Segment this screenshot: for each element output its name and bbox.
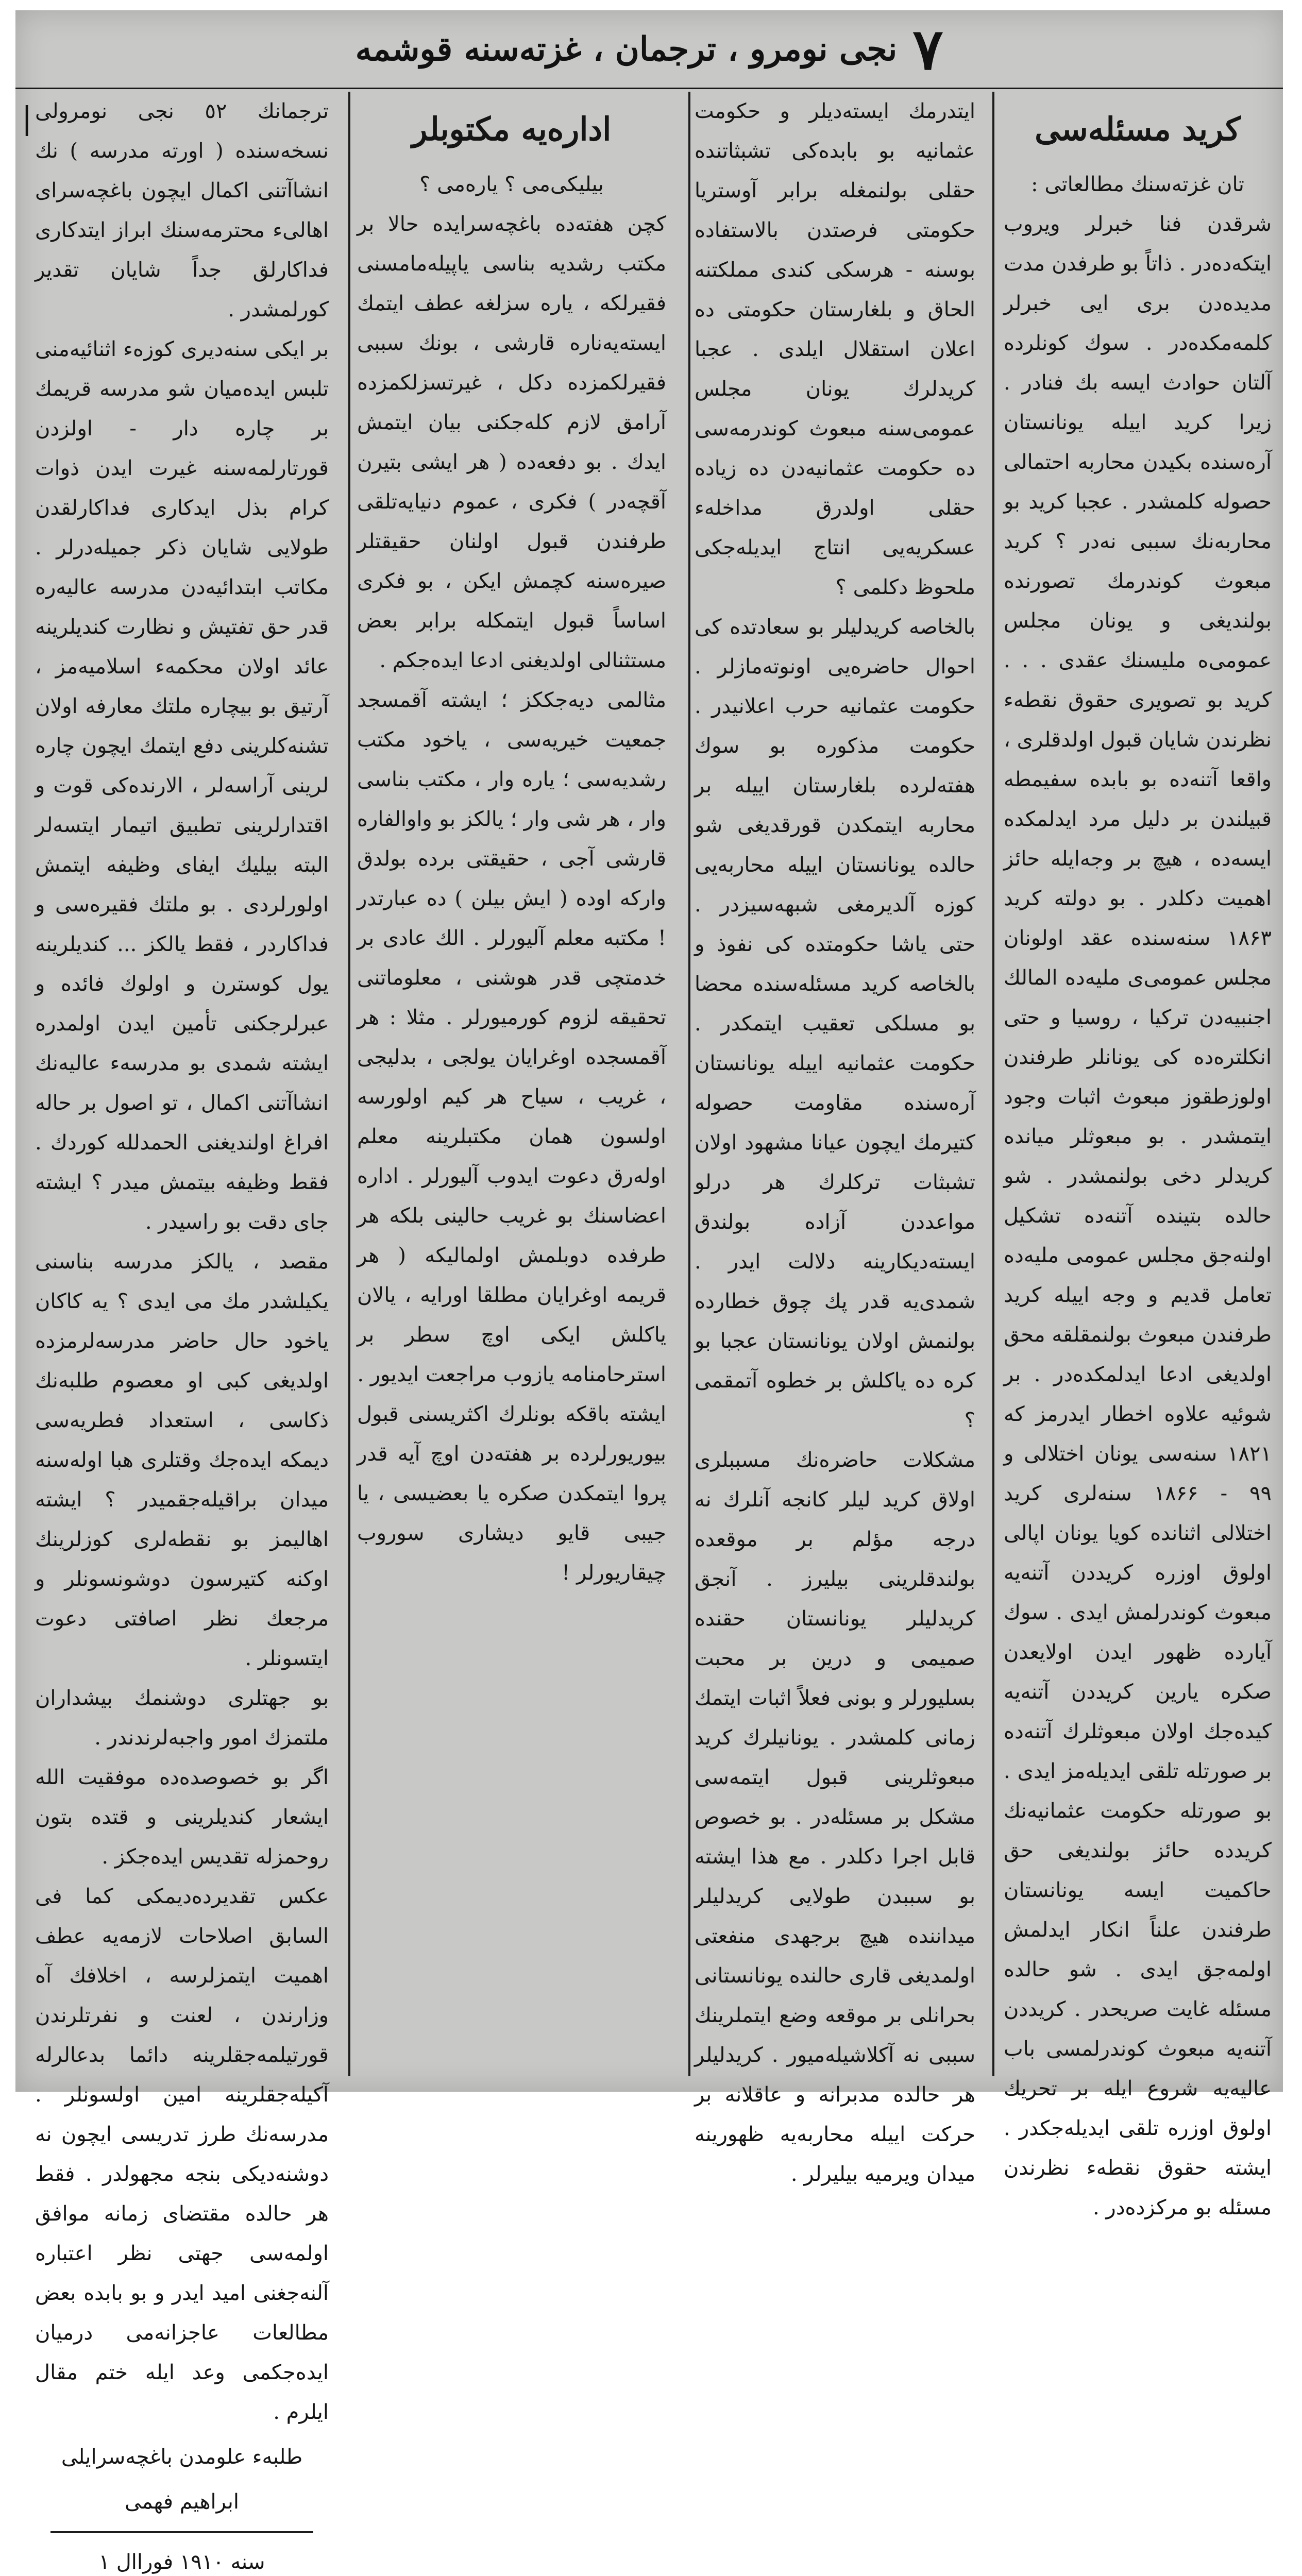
letter-body: کچن هفته‌ده باغچه‌سرایده حالا بر مکتب رشدیه بناسی یاپیله‌مامسنی فقیرلکه ، یاره سزلغه عطف ایتمك ایسته‌یه‌نارە قارشی ، بونك سببی فقیرلکمزده دکل ، غیرتسزلکمزده آرامق لازم کله‌جکنی بیان ایتمش ایدك . بو دفعه‌ده ( هر ایشی بتیرن آقچه‌در ) فکری ، عموم دنیا‌یه‌تلقی طرفندن قبول اولنان حقیقتلر صیره‌سنه کچمش ایکن ، بو فکری اساساً قبول ایتمکله برابر بعض مستثنالی اولدیغنی ادعا ایده‌جکم .: [357, 212, 666, 672]
letter-heading: بیلیکی‌می ؟ یارەمی ؟: [419, 173, 604, 196]
letter-body: ایشته باقکه بونلرك اکثریسنی قبول بیوریورلرده بر هفته‌دن اوچ آیه قدر پروا ایتمکدن صکره یا بعضیسی ، یا جیبی قایو دیشاری سوروب چیقاریورلر !: [357, 1402, 666, 1585]
article-subtitle: تان غزته‌سنك مطالعاتی :: [1031, 173, 1244, 196]
article-body: ترجمانك ٥٢ نجی نومرولی نسخه‌سنده ( اورته مدرسه ) نك انشاآتنی اکمال ایچون باغچه‌سرای اهالیء محترمه‌سنك ابراز ایتدکاری فداکارلق جداً شایان تقدیر کورلمشدر .: [35, 99, 329, 321]
section-title: اداره‌یه مکتوبلر: [412, 110, 612, 148]
article-body: مقصد ، یالکز مدرسه بناسنی یکیلشدر مك می ایدی ؟ یه کاکان یاخود حال حاضر مدرسه‌لرمزده اولدیغی کبی او معصوم طلبه‌نك ذکاسی ، استعداد فطریه‌سی دیمکه ایده‌جك وقتلری هبا اوله‌سنه میدان براقیلەجقمیدر ؟ ایشته اهالیمز بو نقطه‌لری کوزلرینك اوکنه کتیرسون دوشونسونلر و مرجعك نظر اصافتی دعوت ایتسونلر .: [35, 1250, 329, 1670]
column-continuation: [683, 92, 987, 2186]
article-body: مشکلات حاضره‌نك مسببلری اولاق کرید لیلر کانجه آنلرك نه درجه مؤلم بر موقعده بولندقلرینی بیلیرز . آنجق کریدلیلر یونانستان حقنده صمیمی و درین بر محبت بسلیورلر و بونی فعلاً اثبات ایتمك زمانی کلمشدر . یونانیلرك کرید مبعوثلرینی قبول ایتمه‌سی مشکل بر مسئله‌در . بو خصوص قابل اجرا دکلدر . مع هذا ایشته بو سببدن طولایی کریدلیلر میداننده هیچ برجهدی منفعتی اولمدیغی قاری حالنده یونانستانی بحرانلی بر موقعه وضع ایتملرینك سببی نه آکلاشیله‌میور . کریدلیلر هر حالده مدبرانه و عاقلانه بر حرکت اییله محاربه‌یه ظهورینه میدان ویرمیه بیلیرلر .: [695, 1448, 975, 2186]
letter-date: سنه ۱۹۱۰ فوراال ۱: [98, 2550, 265, 2574]
article-title: کرید مسئله‌سی: [1035, 110, 1241, 148]
issue-number: ٧: [912, 15, 943, 82]
column-letters: [346, 92, 678, 2076]
masthead-title: نجی نومرو ، ترجمان ، غزته‌سنه قوشمه: [355, 29, 898, 69]
newspaper-page: [15, 10, 1283, 2574]
column-crete-question: [992, 92, 1283, 2219]
article-body: بر ایکی سنه‌دیری کوزه‌ء اثنائیه‌منی تلبس ایده‌میان شو مدرسه قریمك بر چاره دار - اولزدن قورتارلمه‌سنه غیرت ایدن ذوات کرام بذل ایدکاری فداکارلقدن طولایی شایان ذکر جمیله‌درلر . مکاتب ابتدائیه‌دن مدرسه عالیه‌ره قدر حق تفتیش و نظارت کندیلرینه عائد اولان محکمه‌ء اسلامیه‌مز ، آرتیق بو بیچاره ملتك معارفه اولان تشنه‌کلرینی دفع ایتمك ایچون چاره لرینی آراسه‌لر ، الارنده‌کی قوت و اقتدارلرینی تطبیق اتیمار ایتسه‌لر البته بیلیك ایفای وظیفه ایتمش اولورلردی . بو ملتك فقیره‌سی و فداکاردر ، فقط یالکز ... کندیلرینه یول کوسترن و اولوك فائده و عبرلرجکنی تأمین ایدن اولمدره ایشته شمدی بو مدرسه‌ء عالیه‌نك انشاآتنی اکمال ، تو اصول بر حاله افراغ اولندیغنی الحمدلله کوردك . فقط وظیفه بیتمش میدر ؟ ایشته جای دقت بو را‌سیدر .: [35, 337, 329, 1234]
signature-name: ابراهیم فهمی: [125, 2490, 239, 2514]
signature-role: طلبه‌ء علومدن باغچه‌سرایلی: [61, 2445, 303, 2469]
article-body: عکس تقدیرده‌دیمکی کما فی السابق اصلاحات لازمه‌یه عطف اهمیت ایتمزلرسه ، اخلافك آه وزارندن ، لعنت و نفرتلرندن قورتیلمه‌جقلرینه دائما بدعالرله آکیله‌جقلرینه امین اولسونلر . مدرسه‌نك طرز تدریسی ایچون نه دوشنه‌دیکی بنجه مجهولدر . فقط هر حالده مقتضای زمانه موافق اولمه‌سی جهتی نظر اعتباره آلنه‌جغنی امید ایدر و بو بابده بعض مطالعات عاجزانه‌می درمیان ایده‌جکمی وعد ایله ختم مقال ایلرم .: [35, 1885, 329, 2424]
article-body: بو جهتلری دوشنمك بیشداران ملتمزك امور واجبه‌لرندندر .: [35, 1686, 329, 1750]
article-body: ایتدرمك ایسته‌دیلر و حکومت عثمانیه بو بابده‌کی تشبثاتنده حقلی بولنمغله برابر آوستریا حکومتی فرصتدن بالاستفاده بوسنه - هرسکی کندی مملکتنه الحاق و بلغارستان حکومتی ده اعلان استقلال ایلدی . عجبا کریدلرك یونان مجلس عمومی‌سنه مبعوث کوندرمه‌سی ده حکومت عثمانیه‌دن ده زیاده حقلی اولدرق مداخله‌ء عسکریه‌یی انتاج ایدیله‌جکی ملحوظ دکلمی ؟: [695, 99, 975, 599]
masthead: [15, 10, 1283, 89]
article-body: بالخاصه کریدلیلر بو سعادتده کی احوال حاضره‌یی اونوته‌مازلر . حکومت عثمانیه حرب اعلانیدر . حکومت مذکوره بو سوك هفته‌لرده بلغارستان اییله بر محاربه ایتمکدن قورقدیغی شو حالده یونانستان اییله محاربه‌یی کوزه آلدیرمغی شبهه‌سیزدر . حتی یاشا حکومتده کی نفوذ و بالخاصه کرید مسئله‌سنده محضا بو مسلکی تعقیب ایتمکدر . حکومت عثمانیه اییله یونانستان آرەسنده مقاومت حصوله کتیرمك ایچون عیانا مشهود اولان تشبثات ترکلرك هر درلو مواعددن آزاده بولندق ایسته‌دیکارینه دلالت ایدر . شمدی‌یه قدر پك چوق خطارده بولنمش اولان یونانستان عجبا بو کره ده یاکلش بر خطوه آتمقمی ؟: [695, 615, 975, 1432]
article-body: شرقدن فنا خبرلر ویروب ایتکه‌ده‌در . ذاتاً بو طرفدن مدت مدیده‌دن بری ایی خبرلر کلمه‌مکده‌در . سوك کونلرده آلتان حوادث ایسه بك فنادر . زیرا کرید اییله یونانستان آرەسنده بکیدن محاربه احتمالی حصوله کلمشدر . عجبا کرید بو محاربه‌نك سببی نه‌در ؟ کرید مبعوث کوندرمك تصورنده بولندیغی و یونان مجلس عمومی‌ه ملیسنك عقدی . . . کرید بو تصویری حقوق نقطه‌ء نظرندن شایان قبول اولدقلری ، واقعا آتنه‌ده بو بابده سفیمطه قبیلندن بر دلیل مرد ایدلمکده ایسه‌ده ، هیچ بر وجه‌ایله حائز اهمیت دکلدر . بو دولته کرید ۱۸۶۳ سنه‌سنده عقد اولونان مجلس عمومی‌ی ملیه‌ده المالك اجنبیه‌دن ترکیا ، روسیا و حتی انکلتره‌ده کی یونانلر طرفندن اولوزطقوز مبعوث اثبات وجود ایتمشدر . بو مبعوثلر میانده کریدلر دخی بولنمشدر . شو حالده بتینده آتنه‌ده تشکیل اولنه‌جق مجلس عمومی ملیه‌ده تعامل قدیم و وجه اییله کرید طرفندن مبعوث بولنمقلقه محق اولدیغی ادعا ایدلمکده‌در . بر شوئیه علاوه اخطار ایدرمز که ۱۸۲۱ سنه‌سی یونان اختلالی و ۹۹ - ۱۸۶۶ سنه‌لری کرید اختلالی اثنانده کویا یونان اپالی اولوق اوزره کریددن آتنه‌یه مبعوث کوندرلمش ایدی . سوك آیارده ظهور ایدن اولایعدن صکره یارین کریددن آتنه‌یه کیده‌جك اولان مبعوثلرك آتنه‌ده بر صورتله تلقی ایدیله‌مز ایدی . بو صورتله حکومت عثمانیه‌نك کرید‌ده حائز بولندیغی حق حاکمیت ایسه یونانستان طرفندن علناً انکار ایدلمش اولمه‌جق ایدی . شو حالده مسئله غایت صریحدر . کریددن آتنه‌یه مبعوث کوندرلمسی باب عالیه‌یه شروع ایله بر تحریك اولوق اوزره تلقی ایدیله‌جکدر . ایشته حقوق نقطه‌ء نظرندن مسئله بو مرکزده‌در .: [1004, 212, 1272, 2219]
margin-mark: |: [22, 100, 32, 137]
divider: [50, 2531, 313, 2533]
column-school: [24, 92, 340, 2574]
article-body: اگر بو خصوصده‌ده موفقیت الله ایشعار کندیلرینی و قتده بتون روحمزله تقدیس ایده‌جکز .: [35, 1766, 329, 1869]
letter-body: مثالمی دیه‌جککز ؛ ایشته آقمسجد جمعیت خیریه‌سی ، یاخود مکتب رشدیه‌سی ؛ یاره وار ، مکتب بناسی وار ، هر شی وار ؛ یالکز بو واوالفاره قارشی آجی ، حقیقتی برده بولدق وار‌که اوده ( ایش بیلن ) ده عبارتدر ! مکتبه معلم آلیورلر . الك عادی بر خدمتچی قدر هوشنی ، معلوماتنی تحقیقه لزوم کورمیورلر . مثلا : هر آقمسجده اوغرایان یولجی ، بدلیجی ، غریب ، سیاح هر کیم اولورسه اولسون همان مکتبلرینه معلم اولەرق دعوت ایدوب آلیورلر . اداره اعضاسنك بو غریب حالینی بلکه هر طرفده دوبلمش اولمالیکه ( هر قریمه اوغرایان مطلقا اورایه ، یالان یاکلش ایکی اوچ سطر بر استرحامنامه یازوب مراجعت ایدیور .: [357, 688, 666, 1386]
